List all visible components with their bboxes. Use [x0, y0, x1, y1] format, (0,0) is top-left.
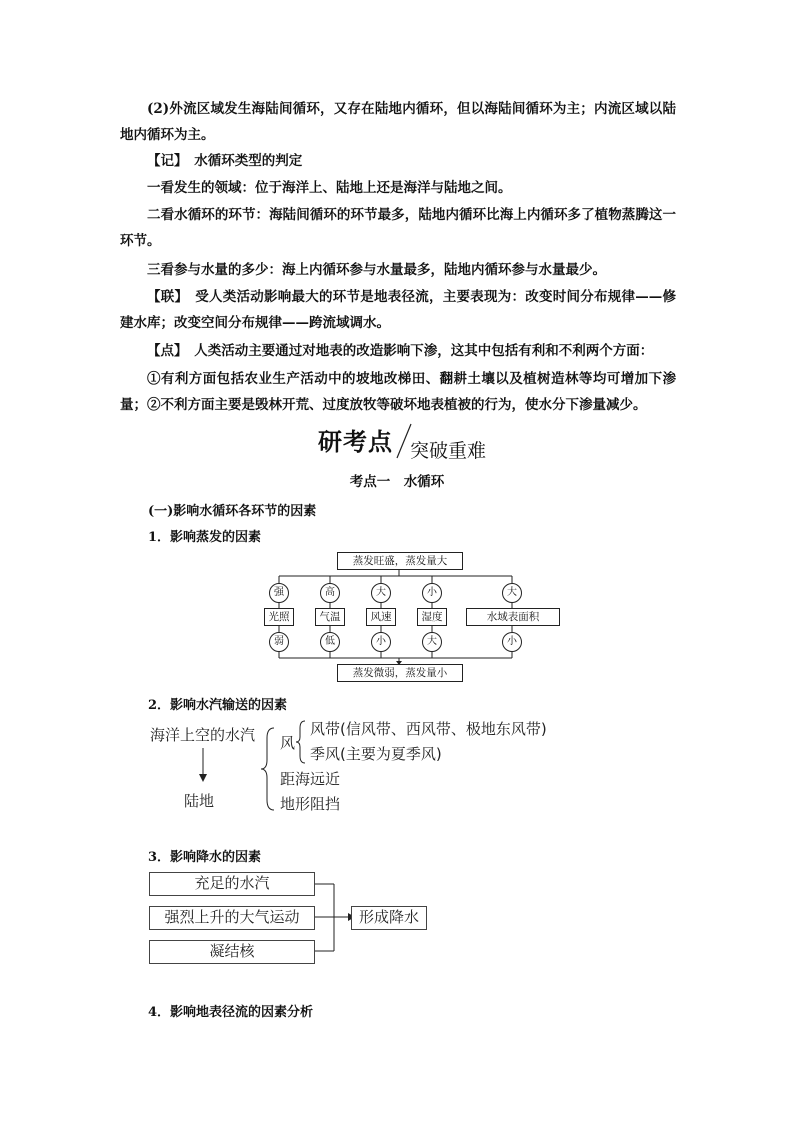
circle-wind-high: 大: [371, 583, 391, 603]
heading-precipitation: 3．影响降水的因素: [148, 850, 262, 865]
banner-bold-text: 研考点: [318, 428, 393, 456]
vapor-target: 陆地: [184, 792, 215, 810]
circle-area-low: 小: [502, 632, 522, 652]
factor-temperature: 气温: [315, 608, 345, 626]
circle-temp-low: 低: [320, 632, 340, 652]
paragraph-dian: [120, 338, 676, 364]
heading-evaporation: 1．影响蒸发的因素: [148, 530, 262, 545]
cause-water-vapor: 充足的水汽: [149, 872, 315, 896]
lian-text: 受人类活动影响最大的环节是地表径流，主要表现为：改变时间分布规律——修建水库；改变空间分布规律——跨流域调水。: [120, 289, 676, 331]
circle-temp-high: 高: [320, 583, 340, 603]
paragraph-second-look: 二看水循环的环节：海陆间循环的环节最多，陆地内循环比海上内循环多了植物蒸腾这一环节。: [120, 207, 676, 249]
heading-runoff: 4．影响地表径流的因素分析: [148, 1005, 314, 1020]
vapor-wind: 风: [280, 734, 296, 752]
vapor-monsoon: 季风(主要为夏季风): [310, 745, 442, 763]
vapor-brace-inner: [295, 719, 307, 765]
paragraph-outflow: (2)外流区域发生海陆间循环，又存在陆地内循环，但以海陆间循环为主；内流区域以陆地内循环为主。: [120, 101, 676, 143]
ji-text: 水循环类型的判定: [194, 153, 303, 169]
vapor-terrain: 地形阻挡: [280, 795, 341, 813]
factor-humidity: 湿度: [417, 608, 447, 626]
banner-thin-text: 突破重难: [410, 440, 487, 462]
vapor-arrow: [196, 746, 210, 786]
circle-light-low: 弱: [269, 632, 289, 652]
paragraph-ji: [120, 148, 676, 174]
paragraph-infiltration: ①有利方面包括农业生产活动中的坡地改梯田、翻耕土壤以及植树造林等均可增加下渗量；②不利方面主要是毁林开荒、过度放牧等破坏地表植被的行为，使水分下渗量减少。: [120, 371, 676, 413]
section-banner: [318, 420, 518, 464]
vapor-source: 海洋上空的水汽: [150, 726, 256, 744]
evap-low-box: 蒸发微弱，蒸发量小: [337, 664, 463, 682]
evaporation-diagram: [264, 552, 540, 682]
precip-result: 形成降水: [351, 906, 427, 930]
section-a-heading: (一)影响水循环各环节的因素: [148, 504, 317, 519]
circle-humidity-high: 小: [422, 583, 442, 603]
circle-wind-low: 小: [371, 632, 391, 652]
vapor-wind-belt: 风带(信风带、西风带、极地东风带): [310, 720, 547, 738]
ji-tag: 【记】: [147, 153, 181, 169]
paragraph-lian: [120, 284, 676, 336]
vapor-distance: 距海远近: [280, 770, 341, 788]
evap-high-box: 蒸发旺盛，蒸发量大: [337, 552, 463, 570]
paragraph-third-look: 三看参与水量的多少：海上内循环参与水量最多，陆地内循环参与水量最少。: [147, 262, 606, 278]
factor-light: 光照: [264, 608, 294, 626]
kaodian-title: 考点一 水循环: [349, 474, 445, 490]
precip-connectors: [314, 872, 356, 962]
cause-rising-air: 强烈上升的大气运动: [149, 906, 315, 930]
cause-condensation-nuclei: 凝结核: [149, 940, 315, 964]
circle-humidity-low: 大: [422, 632, 442, 652]
heading-vapor-transport: 2．影响水汽输送的因素: [148, 698, 288, 713]
lian-tag: 【联】: [147, 289, 182, 305]
vapor-brace-outer: [260, 726, 276, 812]
dian-tag: 【点】: [147, 343, 181, 359]
dian-text: 人类活动主要通过对地表的改造影响下渗，这其中包括有利和不利两个方面：: [194, 343, 654, 359]
factor-water-area: 水域表面积: [466, 608, 560, 626]
circle-area-high: 大: [502, 583, 522, 603]
paragraph-first-look: 一看发生的领域：位于海洋上、陆地上还是海洋与陆地之间。: [147, 180, 512, 196]
factor-wind-speed: 风速: [366, 608, 396, 626]
circle-light-high: 强: [269, 583, 289, 603]
